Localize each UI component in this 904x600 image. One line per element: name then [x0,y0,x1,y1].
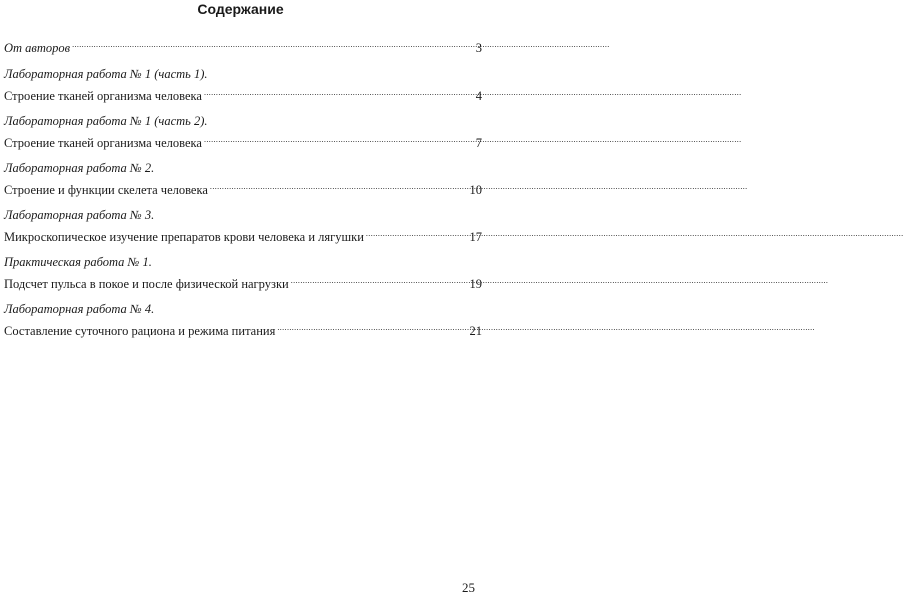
toc-entry-text: Строение тканей организма человека [4,136,202,150]
table-of-contents [4,35,482,348]
dot-leader [204,130,475,147]
toc-entry-authors [4,35,482,55]
toc-entry-text: Строение тканей организма человека [4,89,202,103]
toc-entry-practical1 [4,254,482,291]
toc-entry-heading: Лабораторная работа № 1 (часть 1). [4,67,208,81]
toc-entry-page: 19 [469,277,482,291]
toc-entry-page: 7 [475,136,482,150]
toc-entry-page: 4 [475,89,482,103]
toc-entry-page: 17 [469,230,482,244]
toc-entry-text: Строение и функции скелета человека [4,183,208,197]
toc-entry-page: 10 [469,183,482,197]
toc-entry-lab2 [4,160,482,197]
dot-leader [277,318,468,335]
toc-title: Содержание [197,1,284,17]
toc-entry-page: 21 [469,324,482,338]
page-number: 25 [462,580,475,595]
toc-entry-heading: Лабораторная работа № 2. [4,161,155,175]
dot-leader [291,271,469,288]
toc-entry-text: Подсчет пульса в покое и после физической нагрузки [4,277,289,291]
toc-entry-text: Микроскопическое изучение препаратов крови человека и лягушки [4,230,364,244]
dot-leader [204,83,475,100]
toc-entry-heading: Лабораторная работа № 1 (часть 2). [4,114,208,128]
toc-entry-lab1-part2 [4,113,482,150]
dot-leader [72,35,475,52]
toc-entry-lab1-part1 [4,66,482,103]
toc-entry-heading: Практическая работа № 1. [4,255,152,269]
toc-entry-page: 3 [475,41,482,55]
dot-leader [210,177,469,194]
toc-entry-text: Составление суточного рациона и режима питания [4,324,276,338]
toc-entry-lab4 [4,301,482,338]
toc-entry-heading: Лабораторная работа № 3. [4,208,155,222]
toc-entry-heading: Лабораторная работа № 4. [4,302,155,316]
dot-leader [366,224,469,241]
toc-entry-lab3 [4,207,482,244]
toc-entry-text: От авторов [4,41,71,55]
